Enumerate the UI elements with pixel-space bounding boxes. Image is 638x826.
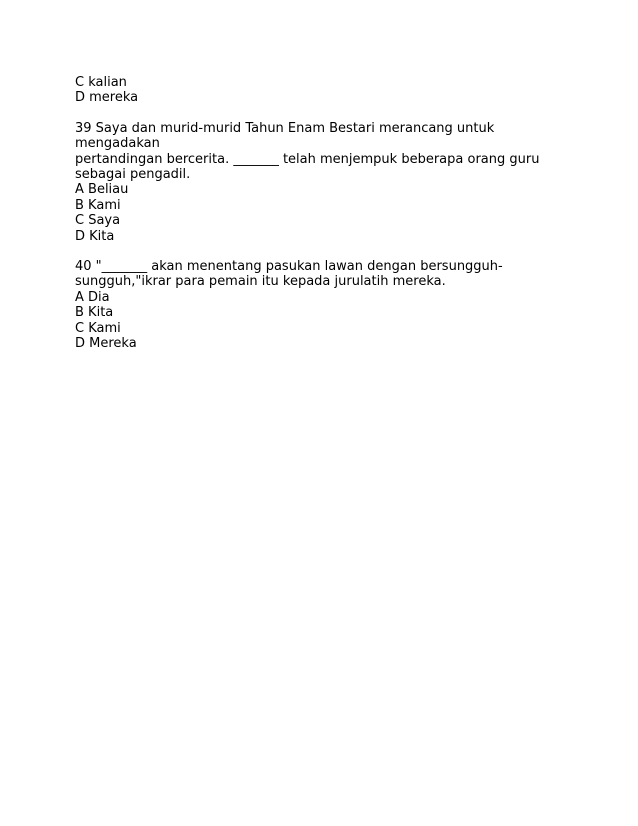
option-d-prev: D mereka [75, 90, 139, 106]
question-40-line-2: sungguh,"ikrar para pemain itu kepada jurulatih mereka. [75, 274, 446, 290]
document-text [75, 75, 555, 352]
option-c-prev: C kalian [75, 75, 127, 90]
question-39-option-a: A Beliau [75, 182, 129, 198]
question-40-option-b: B Kita [75, 305, 114, 321]
question-40-option-d: D Mereka [75, 336, 137, 352]
question-39-line-4: sebagai pengadil. [75, 167, 191, 183]
question-39-line-3: pertandingan bercerita. _______ telah menjempuk beberapa orang guru [75, 151, 540, 167]
question-40-option-a: A Dia [75, 289, 110, 305]
paragraph-gap [75, 106, 555, 121]
question-39-line-1: 39 Saya dan murid-murid Tahun Enam Bestari merancang untuk [75, 120, 495, 136]
question-40-option-c: C Kami [75, 320, 121, 336]
question-39-option-b: B Kami [75, 197, 121, 213]
question-40-line-1: 40 "_______ akan menentang pasukan lawan dengan bersungguh- [75, 259, 503, 275]
paragraph-gap [75, 244, 555, 259]
question-39-option-c: C Saya [75, 213, 121, 229]
question-39-option-d: D Kita [75, 228, 115, 244]
question-39-line-2: mengadakan [75, 136, 160, 152]
